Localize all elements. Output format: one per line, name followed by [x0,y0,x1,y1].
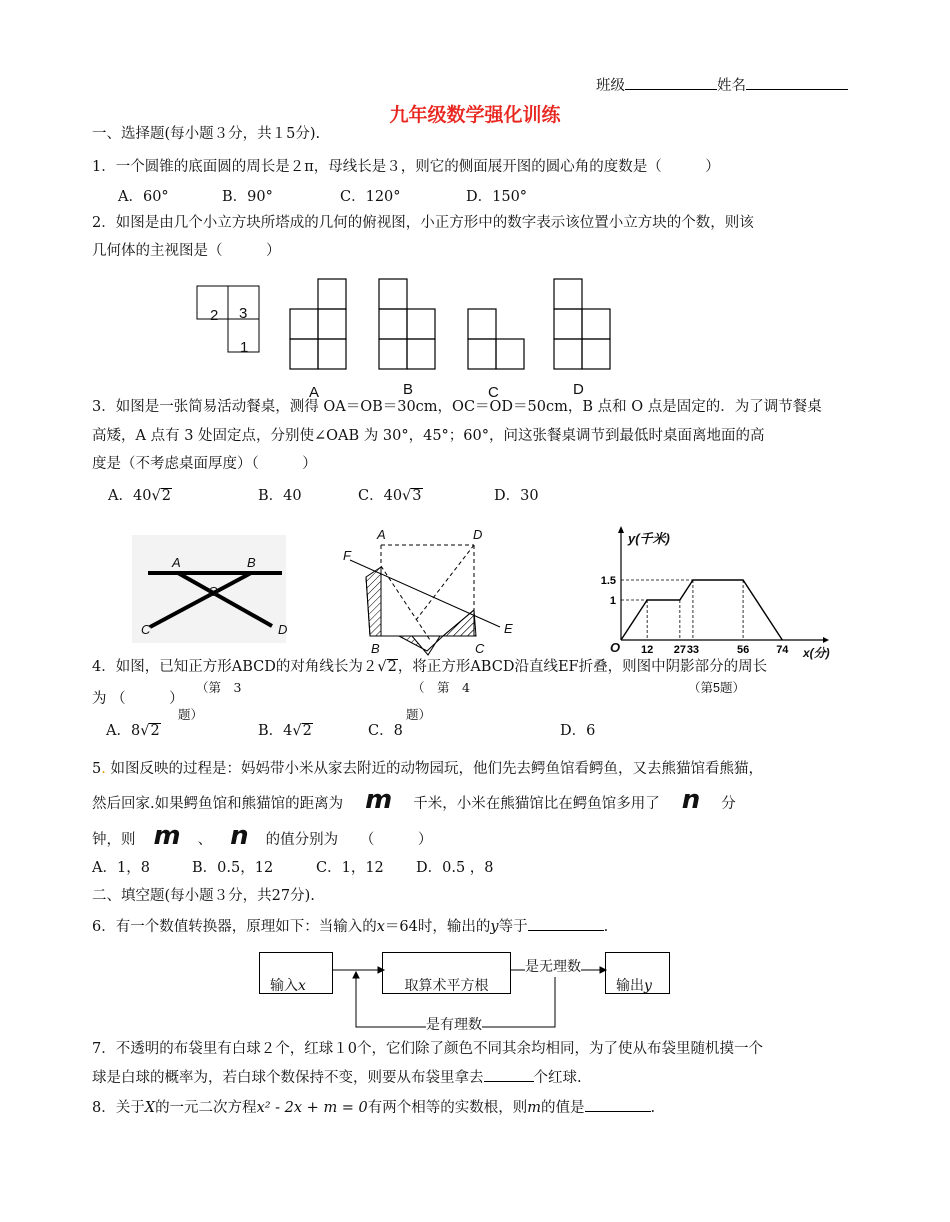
q2-label-d: D [573,381,584,398]
fig5-origin-label: O [610,640,621,655]
fig3-label-a: A [172,555,181,570]
fig4-caption-2: 题） [406,707,432,722]
q7-answer-blank[interactable] [484,1067,534,1082]
q2-line1: 2．如图是由几个小立方块所塔成的几何的俯视图，小正方形中的数字表示该位置小立方块的个数，则该 [92,215,754,231]
q5-line2: 然后回家.如果鳄鱼馆和熊猫馆的距离为 m 千米，小米在熊猫馆比在鳄鱼馆多用了 n 分 [92,785,736,815]
q3-option-a: A．40√2 [108,488,171,504]
fig3-label-d: D [278,622,288,637]
fig5-y-tick-1: 1 [609,595,616,607]
q8-text: 8．关于X的一元二次方程x² - 2x + m = 0有两个相等的实数根，则m的值是 . [92,1097,655,1118]
q5-var-n: n [681,785,700,815]
q3-option-b: B．40 [258,488,302,504]
q1-option-b: B．90° [222,189,273,205]
fig3-label-c: C [141,622,151,637]
section-1-heading: 一、选择题(每小题３分，共１5分). [92,126,321,142]
q2-line2: 几何体的主视图是（ ） [92,243,281,259]
q6-output-box: 输出y [605,952,670,994]
q4-line1: 4．如图，已知正方形ABCD的对角线长为２√2，将正方形ABCD沿直线EF折叠，则图中阴影部分的周长 [92,659,768,675]
fig5-x-tick-27: 27 [673,644,686,656]
fig3-caption: （第 3 [196,680,242,695]
q3-option-d: D．30 [494,488,539,504]
q6-sqrt-box: 取算术平方根 [382,952,511,994]
q5-var-m-2: m [153,821,180,851]
q4-option-c: C．8 [368,723,403,739]
fig4-label-e: E [504,621,513,636]
fig3-label-o: O [208,584,219,599]
q2-grid-num-3: 3 [239,305,248,322]
q4-option-a: A．8√2 [106,723,160,739]
q1-option-c: C．120° [340,189,401,205]
fig5-y-tick-1.5: 1.5 [600,575,616,587]
fig5-caption: （第5题） [688,681,745,695]
q2-grid-num-1: 1 [240,339,249,356]
q5-option-b: B．0.5，12 [192,860,274,876]
section-2-heading: 二、填空题(每小题３分，共27分). [92,888,315,904]
q5-line1: 5. 如图反映的过程是：妈妈带小米从家去附近的动物园玩，他们先去鳄鱼馆看鳄鱼，又去熊猫馆看熊猫， [92,761,763,777]
q6-input-box: 输入x [259,952,333,994]
q2-label-a: A [309,384,320,401]
q5-option-a: A．1，8 [92,860,150,876]
fig4-label-c: C [475,641,485,656]
fig4-label-d: D [473,527,483,542]
fig5-x-tick-56: 56 [736,644,750,656]
fig5-x-tick-74: 74 [776,644,789,656]
q5-var-n-2: n [230,821,248,851]
fig4-label-a: A [377,527,386,542]
fig4-label-f: F [343,548,351,563]
fig5-y-axis-label: y(千米) [628,531,670,546]
q4-option-d: D．6 [560,723,596,739]
q8-answer-blank[interactable] [585,1097,651,1112]
q6-irrational-label: 是无理数 [525,959,581,975]
name-label: 姓名 [717,78,746,94]
q5-line3: 钟，则 m 、 n 的值分别为 （ ） [92,821,433,851]
class-label: 班级 [596,78,625,94]
q3-line1: 3．如图是一张简易活动餐桌，测得 OA＝OB＝30cm，OC＝OD＝50cm，B 点和 O 点是固定的．为了调节餐桌 [92,399,822,415]
fig5-x-tick-12: 12 [641,644,654,656]
q3-option-c: C．40√3 [358,488,422,504]
fig4-label-b: B [371,641,380,656]
q5-var-m: m [365,785,392,815]
q5-option-c: C．1，12 [316,860,384,876]
fig3-caption-2: 题） [178,707,204,722]
q2-grid-num-2: 2 [210,307,219,324]
fig5-x-tick-33: 33 [686,644,700,656]
fig3-label-b: B [247,555,256,570]
q3-line3: 度是（不考虑桌面厚度）（ ） [92,456,317,472]
page-title: 九年级数学强化训练 [389,104,561,126]
q6-rational-label: 是有理数 [426,1017,482,1033]
q6-text: 6．有一个数值转换器，原理如下：当输入的x＝64时，输出的y等于 . [92,916,608,937]
q3-line2: 高矮，A 点有 3 处固定点，分别使∠OAB 为 30°，45°；60°，问这张餐桌调节到最低时桌面离地面的高 [92,428,765,444]
q2-label-c: C [488,384,499,401]
q1-option-d: D．150° [466,189,528,205]
q5-option-d: D．0.5 ，8 [416,860,494,876]
fig5-x-axis-label: x(分) [803,646,830,660]
q7-line2: 球是白球的概率为，若白球个数保持不变，则要从布袋里拿去 个红球. [92,1067,582,1088]
q2-label-b: B [403,381,414,398]
q1-option-a: A．60° [118,189,169,205]
q4-option-b: B．4√2 [258,723,312,739]
q4-line2: 为 （ ） [92,691,184,707]
fig4-caption: （ 第 4 [412,680,470,695]
q1-text: 1．一个圆锥的底面圆的周长是２π，母线长是３，则它的侧面展开图的圆心角的度数是（ ） [92,159,720,175]
q7-line1: 7．不透明的布袋里有白球２个，红球１0个，它们除了颜色不同其余均相同，为了使从布袋里随机摸一个 [92,1041,763,1057]
